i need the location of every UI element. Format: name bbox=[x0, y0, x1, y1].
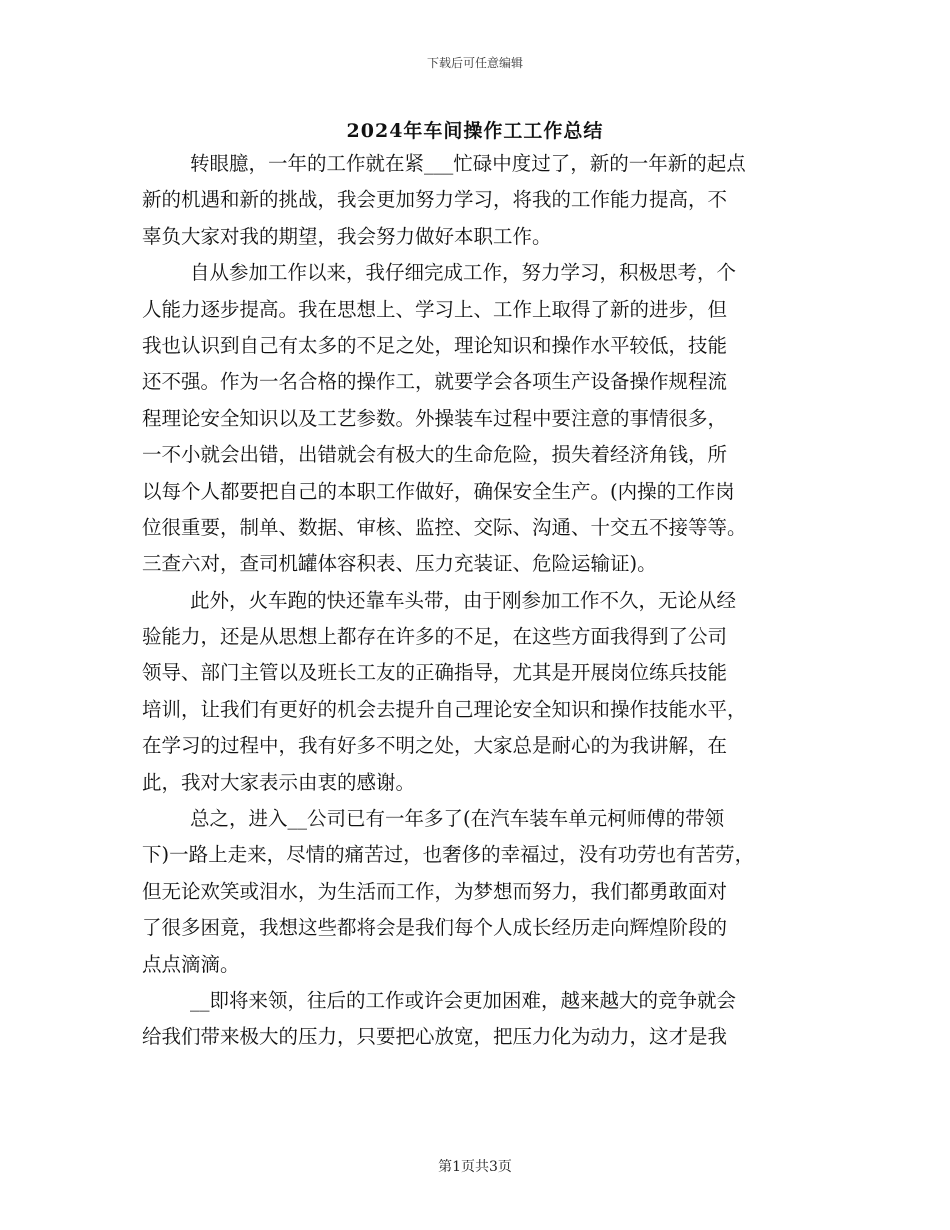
page-footer: 第1页共3页 bbox=[438, 1159, 512, 1175]
paragraph-line: 我也认识到自己有太多的不足之处，理论知识和操作水平较低，技能 bbox=[142, 333, 728, 357]
paragraph-line: 人能力逐步提高。我在思想上、学习上、工作上取得了新的进步，但 bbox=[142, 297, 728, 321]
header-note: 下载后可任意编辑 bbox=[426, 56, 523, 70]
paragraph-line: 领导、部门主管以及班长工友的正确指导，尤其是开展岗位练兵技能 bbox=[142, 661, 728, 685]
document-title: 2024年车间操作工工作总结 bbox=[346, 120, 604, 142]
paragraph-line: 三查六对，查司机罐体容积表、压力充装证、危险运输证)。 bbox=[142, 552, 657, 576]
paragraph-line: 培训，让我们有更好的机会去提升自己理论安全知识和操作技能水平， bbox=[142, 697, 747, 721]
paragraph-line: 在学习的过程中，我有好多不明之处，大家总是耐心的为我讲解，在 bbox=[142, 734, 728, 758]
paragraph-line: 以每个人都要把自己的本职工作做好，确保安全生产。(内操的工作岗 bbox=[142, 479, 735, 503]
paragraph-line: 但无论欢笑或泪水，为生活而工作，为梦想而努力，我们都勇敢面对 bbox=[142, 879, 728, 903]
paragraph-line: 总之，进入__公司已有一年多了(在汽车装车单元柯师傅的带领 bbox=[190, 807, 725, 831]
paragraph-line: 一不小就会出错，出错就会有极大的生命危险，损失着经济角钱，所 bbox=[142, 443, 728, 467]
paragraph-line: 自从参加工作以来，我仔细完成工作，努力学习，积极思考，个 bbox=[190, 261, 737, 285]
paragraph-line: 新的机遇和新的挑战，我会更加努力学习，将我的工作能力提高，不 bbox=[142, 188, 728, 212]
paragraph-line: __即将来领，往后的工作或许会更加困难，越来越大的竞争就会 bbox=[190, 988, 737, 1012]
paragraph-line: 此外，火车跑的快还靠车头带，由于刚参加工作不久，无论从经 bbox=[190, 588, 737, 612]
paragraph-line: 此，我对大家表示由衷的感谢。 bbox=[142, 770, 416, 794]
paragraph-line: 验能力，还是从思想上都存在许多的不足，在这些方面我得到了公司 bbox=[142, 625, 728, 649]
paragraph-line: 程理论安全知识以及工艺参数。外操装车过程中要注意的事情很多， bbox=[142, 406, 728, 430]
document-body bbox=[142, 146, 810, 1056]
paragraph-line: 点点滴滴。 bbox=[142, 952, 240, 976]
paragraph-line: 还不强。作为一名合格的操作工，就要学会各项生产设备操作规程流 bbox=[142, 370, 728, 394]
paragraph-line: 下)一路上走来，尽情的痛苦过，也奢侈的幸福过，没有功劳也有苦劳， bbox=[142, 843, 755, 867]
paragraph-line: 给我们带来极大的压力，只要把心放宽，把压力化为动力，这才是我 bbox=[142, 1025, 728, 1049]
paragraph-line: 转眼臆，一年的工作就在紧___忙碌中度过了，新的一年新的起点 bbox=[190, 152, 746, 175]
paragraph-line: 辜负大家对我的期望，我会努力做好本职工作。 bbox=[142, 224, 552, 248]
paragraph-line: 了很多困竟，我想这些都将会是我们每个人成长经历走向辉煌阶段的 bbox=[142, 916, 728, 940]
paragraph-line: 位很重要，制单、数据、审核、监控、交际、沟通、十交五不接等等。 bbox=[142, 515, 747, 539]
